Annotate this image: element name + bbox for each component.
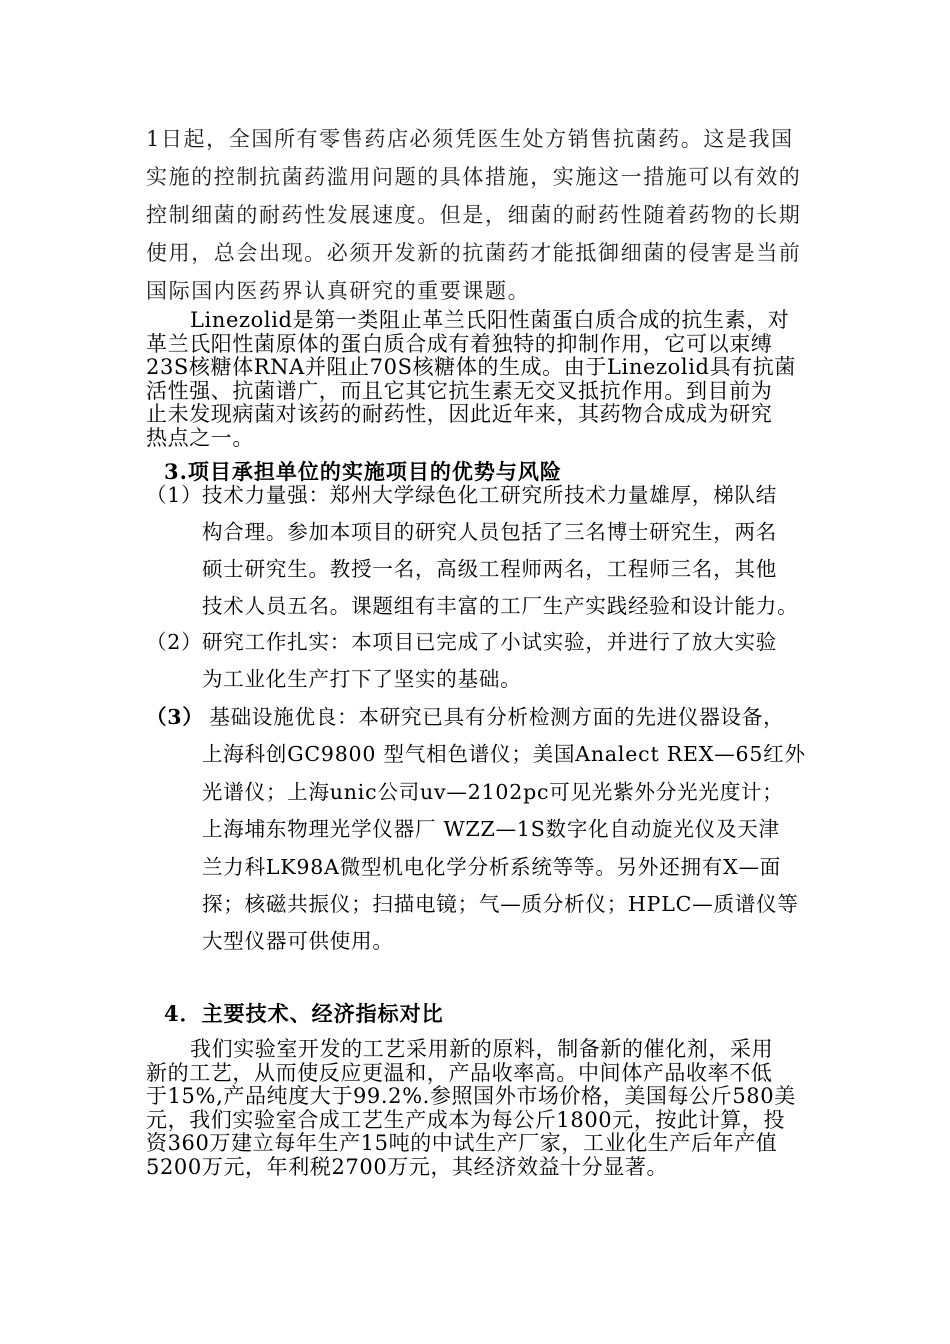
list-number: （2） [146,630,203,654]
list-item-research-work [146,624,826,698]
text-line: 构合理。参加本项目的研究人员包括了三名博士研究生，两名 [202,520,778,544]
list-item-technical-strength [146,477,826,625]
text-line: 探；核磁共振仪；扫描电镜；气—质分析仪；HPLC—质谱仪等 [202,891,799,916]
section-heading-3: 3.项目承担单位的实施项目的优势与风险 [164,459,562,484]
text-line: 我们实验室开发的工艺采用新的原料，制备新的催化剂，采用 [190,1037,774,1061]
text-line: 兰力科LK98A微型机电化学分析系统等等。另外还拥有X—面 [202,854,782,879]
paragraph-linezolid [146,309,806,450]
text-line: 止未发现病菌对该药的耐药性，因此近年来，其药物合成成为研究 [146,402,773,426]
text-line: 革兰氏阳性菌原体的蛋白质合成有着独特的抑制作用，它可以束缚 [146,331,773,356]
text-line: 国际国内医药界认真研究的重要课题。 [146,279,531,303]
text-line: 技术人员五名。课题组有丰富的工厂生产实践经验和设计能力。 [202,594,799,618]
text-line: 技术力量强：郑州大学绿色化工研究所技术力量雄厚，梯队结 [202,483,778,507]
text-line: 使用，总会出现。必须开发新的抗菌药才能抵御细菌的侵害是当前 [146,241,802,265]
text-line: 活性强、抗菌谱广，而且它其它抗生素无交叉抵抗作用。到目前为 [146,378,773,403]
text-line: 新的工艺，从而使反应更温和，产品收率高。中间体产品收率不低 [146,1060,773,1085]
text-line: 大型仪器可供使用。 [202,929,394,954]
text-line: 硕士研究生。教授一名，高级工程师两名，工程师三名，其他 [202,557,778,581]
text-line: 研究工作扎实：本项目已完成了小试实验，并进行了放大实验 [202,630,778,654]
text-line: 控制细菌的耐药性发展速度。但是，细菌的耐药性随着药物的长期 [146,203,802,227]
text-line: 光谱仪；上海unic公司uv—2102pc可见光紫外分光光度计； [202,779,784,804]
text-line: 23S核糖体RNA并阻止70S核糖体的生成。由于Linezolid具有抗菌 [146,355,796,379]
paragraph-economic-indicators [146,1038,806,1179]
text-line: 上海科创GC9800 型气相色谱仪；美国Analect REX—65红外 [202,742,806,767]
text-line: 5200万元，年利税2700万元，其经济效益十分显著。 [146,1154,669,1179]
text-line: Linezolid是第一类阻止革兰氏阳性菌蛋白质合成的抗生素，对 [190,308,790,332]
section-heading-4: 4．主要技术、经济指标对比 [164,1001,444,1026]
text-line: 元，我们实验室合成工艺生产成本为每公斤1800元，按此计算，投 [146,1107,786,1132]
text-line: 热点之一。 [146,425,254,450]
list-item-infrastructure [146,699,826,961]
text-line: 上海埔东物理光学仪器厂 WZZ—1S数字化自动旋光仪及天津 [202,817,780,842]
paragraph-antibiotic-regulation [146,120,806,310]
list-number: （3） [146,705,204,729]
text-line: 1日起，全国所有零售药店必须凭医生处方销售抗菌药。这是我国 [146,127,794,151]
text-line: 为工业化生产打下了坚实的基础。 [202,667,522,691]
text-line: 实施的控制抗菌药滥用问题的具体措施，实施这一措施可以有效的 [146,165,802,189]
list-number: （1） [146,483,203,507]
text-line: 基础设施优良：本研究已具有分析检测方面的先进仪器设备， [202,705,785,729]
text-line: 于15%,产品纯度大于99.2%.参照国外市场价格，美国每公斤580美 [146,1084,796,1108]
text-line: 资360万建立每年生产15吨的中试生产厂家，工业化生产后年产值 [146,1131,778,1155]
